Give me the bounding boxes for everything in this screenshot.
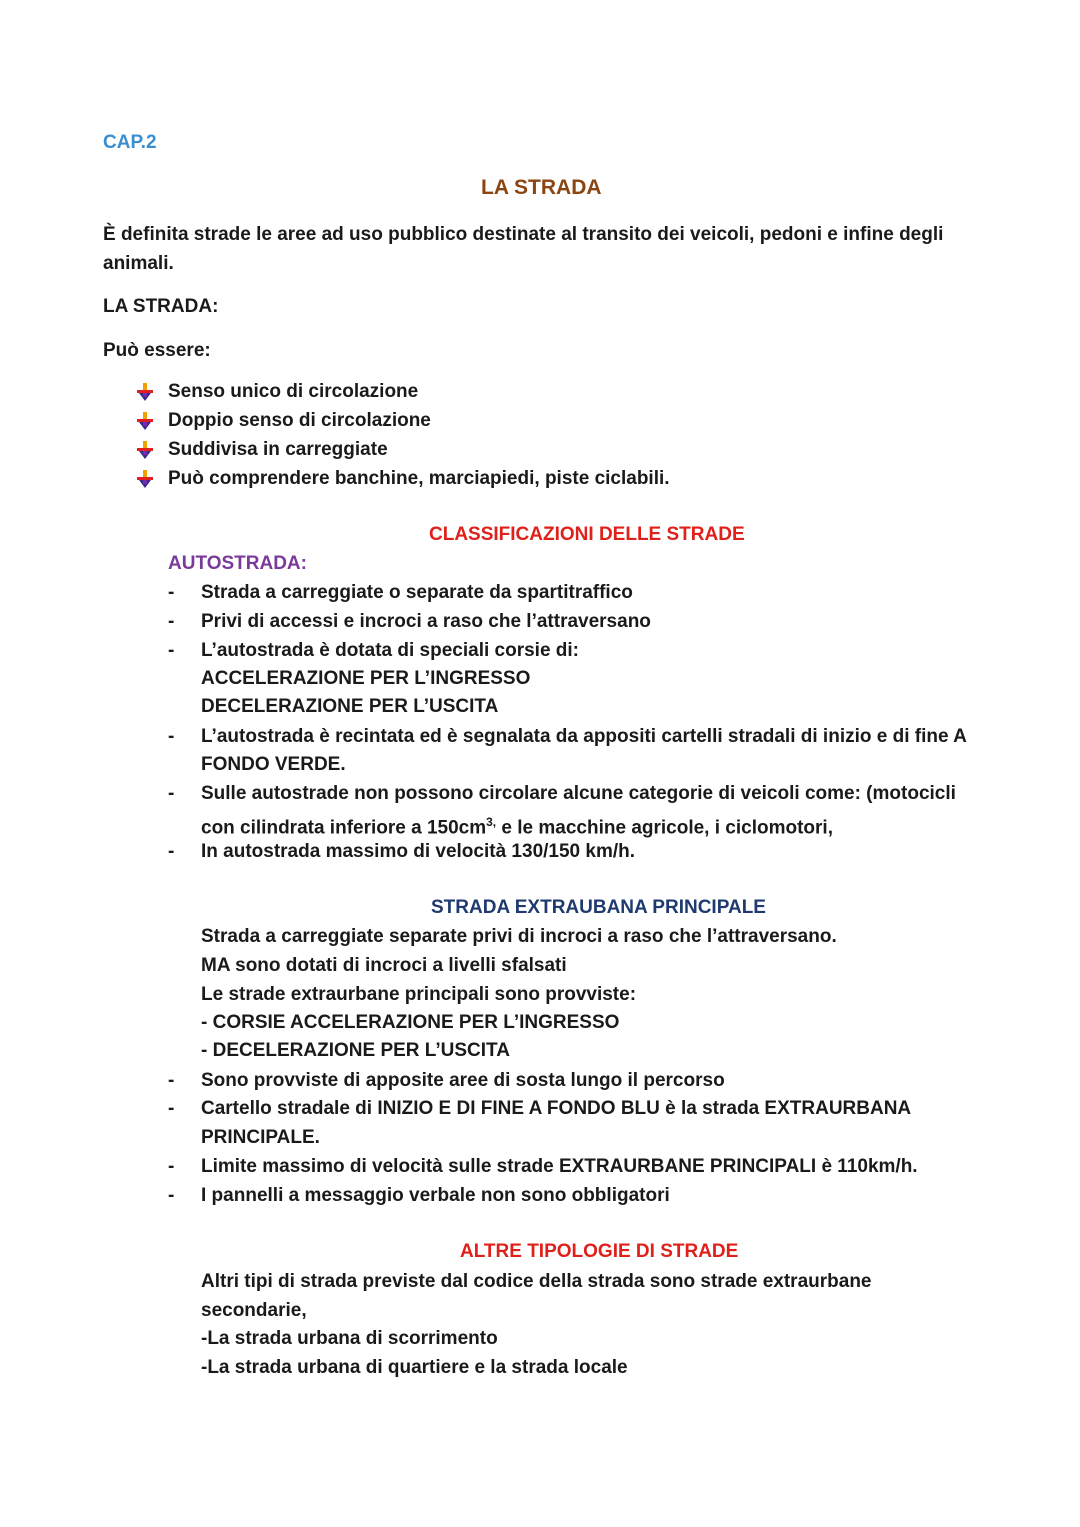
bullet-item [135, 435, 388, 464]
extraurbana-heading: STRADA EXTRAUBANA PRINCIPALE [431, 897, 766, 918]
extraurbana-line: Strada a carreggiate separate privi di incroci a raso che l’attraversano. [201, 926, 837, 947]
bullet-text: Doppio senso di circolazione [168, 409, 431, 431]
altre-line: secondarie, [201, 1300, 307, 1321]
extraurbana-line: Cartello stradale di INIZIO E DI FINE A FONDO BLU è la strada EXTRAURBANA [201, 1098, 912, 1119]
bullet-item [135, 464, 670, 493]
extraurbana-line: Sono provviste di apposite aree di sosta lungo il percorso [201, 1070, 725, 1091]
bullet-text: Può comprendere banchine, marciapiedi, piste ciclabili. [168, 467, 670, 489]
dash-marker: - [168, 1185, 175, 1206]
chapter-label: CAP.2 [103, 132, 157, 153]
autostrada-line: In autostrada massimo di velocità 130/150 km/h. [201, 841, 636, 862]
extraurbana-line: I pannelli a messaggio verbale non sono obbligatori [201, 1185, 670, 1206]
dash-marker: - [168, 582, 175, 603]
dash-marker: - [168, 1156, 175, 1177]
puo-essere-label: Può essere: [103, 340, 211, 361]
bullet-text: Senso unico di circolazione [168, 380, 419, 402]
down-arrow-bullet-icon [135, 440, 155, 460]
extraurbana-line: Limite massimo di velocità sulle strade EXTRAURBANE PRINCIPALI è 110km/h. [201, 1156, 918, 1177]
autostrada-line-text: con cilindrata inferiore a 150cm [201, 817, 487, 839]
altre-line: -La strada urbana di scorrimento [201, 1328, 498, 1349]
bullet-text: Suddivisa in carreggiate [168, 438, 388, 460]
superscript-unit: 3, [486, 815, 497, 829]
autostrada-line: DECELERAZIONE PER L’USCITA [201, 696, 499, 717]
autostrada-line: L’autostrada è recintata ed è segnalata da appositi cartelli stradali di inizio e di fine A [201, 726, 967, 747]
bullet-item [135, 406, 431, 435]
autostrada-line: L’autostrada è dotata di speciali corsie di: [201, 640, 579, 661]
extraurbana-line: PRINCIPALE. [201, 1127, 320, 1148]
dash-marker: - [168, 640, 175, 661]
intro-line-2: animali. [103, 253, 174, 274]
autostrada-line: Privi di accessi e incroci a raso che l’attraversano [201, 611, 651, 632]
dash-marker: - [168, 783, 175, 804]
autostrada-line-text: e le macchine agricole, i ciclomotori, [496, 817, 833, 839]
altre-line: Altri tipi di strada previste dal codice della strada sono strade extraurbane [201, 1271, 872, 1292]
extraurbana-line: MA sono dotati di incroci a livelli sfalsati [201, 955, 567, 976]
dash-marker: - [168, 726, 175, 747]
autostrada-line: Sulle autostrade non possono circolare alcune categorie di veicoli come: (motocicli [201, 783, 956, 804]
autostrada-line: FONDO VERDE. [201, 754, 346, 775]
bullet-item [135, 377, 418, 406]
down-arrow-bullet-icon [135, 411, 155, 431]
down-arrow-bullet-icon [135, 469, 155, 489]
intro-line-1: È definita strade le aree ad uso pubblico destinate al transito dei veicoli, pedoni e infine degli [103, 224, 944, 245]
altre-line: -La strada urbana di quartiere e la strada locale [201, 1357, 628, 1378]
page-title: LA STRADA [481, 176, 602, 199]
extraurbana-line: - DECELERAZIONE PER L’USCITA [201, 1040, 510, 1061]
extraurbana-line: - CORSIE ACCELERAZIONE PER L’INGRESSO [201, 1012, 620, 1033]
dash-marker: - [168, 611, 175, 632]
autostrada-line: Strada a carreggiate o separate da spartitraffico [201, 582, 633, 603]
autostrada-line: ACCELERAZIONE PER L’INGRESSO [201, 668, 531, 689]
dash-marker: - [168, 1070, 175, 1091]
dash-marker: - [168, 841, 175, 862]
la-strada-label: LA STRADA: [103, 296, 219, 317]
down-arrow-bullet-icon [135, 382, 155, 402]
autostrada-heading: AUTOSTRADA: [168, 553, 307, 574]
dash-marker: - [168, 1098, 175, 1119]
extraurbana-line: Le strade extraurbane principali sono provviste: [201, 984, 637, 1005]
altre-tipologie-heading: ALTRE TIPOLOGIE DI STRADE [460, 1241, 739, 1262]
classificazioni-heading: CLASSIFICAZIONI DELLE STRADE [429, 524, 745, 545]
